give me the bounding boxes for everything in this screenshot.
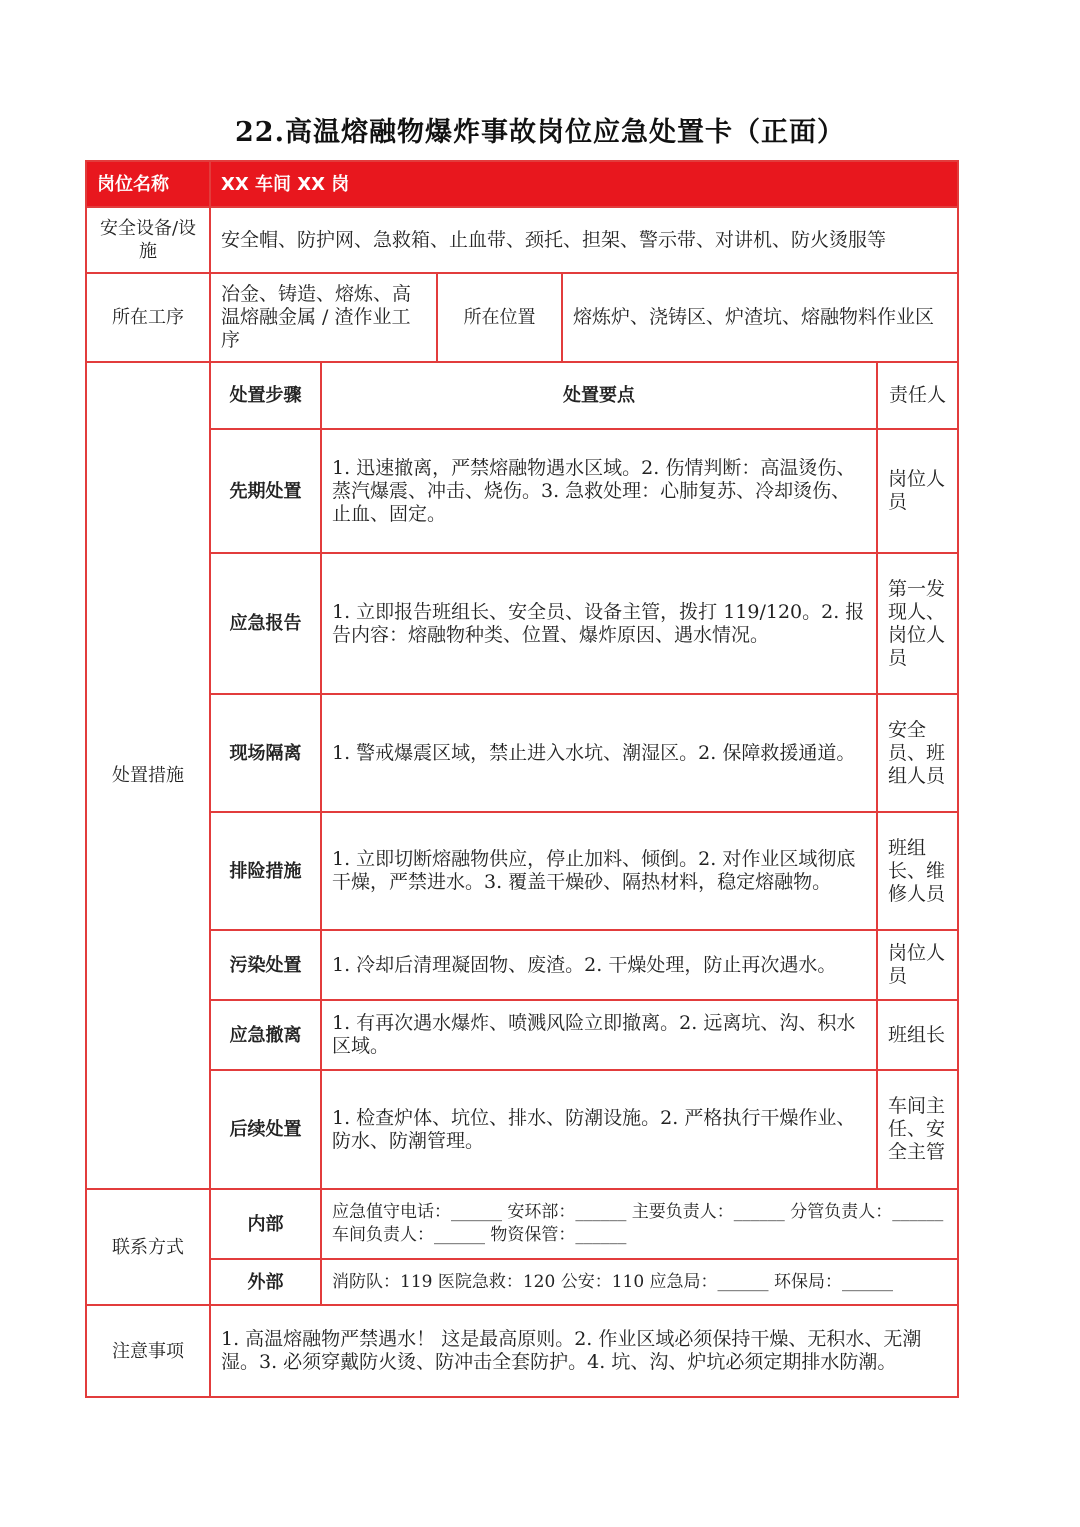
contact-internal-label: 内部 bbox=[210, 1189, 321, 1259]
contact-external-value: 消防队：119 医院急救：120 公安：110 应急局：______ 环保局：______ bbox=[321, 1259, 958, 1305]
measure-person: 岗位人员 bbox=[877, 930, 958, 1000]
location-label: 所在位置 bbox=[437, 273, 562, 362]
measure-row bbox=[86, 553, 958, 694]
process-label: 所在工序 bbox=[86, 273, 210, 362]
measure-step: 应急报告 bbox=[210, 553, 321, 694]
measure-row bbox=[86, 429, 958, 553]
measure-points: 1. 迅速撤离，严禁熔融物遇水区域。2. 伤情判断：高温烫伤、蒸汽爆震、冲击、烧伤。3. 急救处理：心肺复苏、冷却烫伤、止血、固定。 bbox=[321, 429, 877, 553]
contact-external-label: 外部 bbox=[210, 1259, 321, 1305]
emergency-card bbox=[85, 160, 957, 1398]
measure-points: 1. 有再次遇水爆炸、喷溅风险立即撤离。2. 远离坑、沟、积水区域。 bbox=[321, 1000, 877, 1070]
measure-person: 班组长、维修人员 bbox=[877, 812, 958, 930]
column-step: 处置步骤 bbox=[210, 362, 321, 429]
notes-row bbox=[86, 1305, 958, 1397]
process-row bbox=[86, 273, 958, 362]
page-title: 22.高温熔融物爆炸事故岗位应急处置卡（正面） bbox=[235, 117, 845, 148]
measure-points: 1. 立即切断熔融物供应，停止加料、倾倒。2. 对作业区域彻底干燥，严禁进水。3. 覆盖干燥砂、隔热材料，稳定熔融物。 bbox=[321, 812, 877, 930]
emergency-table bbox=[85, 160, 959, 1398]
measure-row bbox=[86, 1000, 958, 1070]
measure-step: 排险措施 bbox=[210, 812, 321, 930]
location-value: 熔炼炉、浇铸区、炉渣坑、熔融物料作业区 bbox=[562, 273, 958, 362]
equipment-label: 安全设备/设施 bbox=[86, 207, 210, 273]
measure-step: 污染处置 bbox=[210, 930, 321, 1000]
equipment-row bbox=[86, 207, 958, 273]
measure-person: 安全员、班组人员 bbox=[877, 694, 958, 812]
equipment-value: 安全帽、防护网、急救箱、止血带、颈托、担架、警示带、对讲机、防火烫服等 bbox=[210, 207, 958, 273]
measure-row bbox=[86, 930, 958, 1000]
measure-person: 岗位人员 bbox=[877, 429, 958, 553]
contact-internal-row bbox=[86, 1189, 958, 1259]
measure-points: 1. 冷却后清理凝固物、废渣。2. 干燥处理，防止再次遇水。 bbox=[321, 930, 877, 1000]
measure-points: 1. 检查炉体、坑位、排水、防潮设施。2. 严格执行干燥作业、防水、防潮管理。 bbox=[321, 1070, 877, 1189]
process-value: 冶金、铸造、熔炼、高温熔融金属 / 渣作业工序 bbox=[210, 273, 437, 362]
measure-points: 1. 警戒爆震区域，禁止进入水坑、潮湿区。2. 保障救援通道。 bbox=[321, 694, 877, 812]
header-row bbox=[86, 161, 958, 207]
measure-points: 1. 立即报告班组长、安全员、设备主管，拨打 119/120。2. 报告内容：熔融物种类、位置、爆炸原因、遇水情况。 bbox=[321, 553, 877, 694]
contact-external-row bbox=[86, 1259, 958, 1305]
measure-person: 班组长 bbox=[877, 1000, 958, 1070]
measure-step: 应急撤离 bbox=[210, 1000, 321, 1070]
notes-value: 1. 高温熔融物严禁遇水！ 这是最高原则。2. 作业区域必须保持干燥、无积水、无潮湿。3. 必须穿戴防火烫、防冲击全套防护。4. 坑、沟、炉坑必须定期排水防潮。 bbox=[210, 1305, 958, 1397]
measure-row bbox=[86, 1070, 958, 1189]
measure-step: 后续处置 bbox=[210, 1070, 321, 1189]
measure-row bbox=[86, 812, 958, 930]
column-points: 处置要点 bbox=[321, 362, 877, 429]
measures-label: 处置措施 bbox=[86, 362, 210, 1189]
post-name-label: 岗位名称 bbox=[86, 161, 210, 207]
contact-internal-value: 应急值守电话：______ 安环部：______ 主要负责人：______ 分管负责人：______ 车间负责人：______ 物资保管：______ bbox=[321, 1189, 958, 1259]
contact-label: 联系方式 bbox=[86, 1189, 210, 1305]
measure-row bbox=[86, 694, 958, 812]
measures-header-row bbox=[86, 362, 958, 429]
notes-label: 注意事项 bbox=[86, 1305, 210, 1397]
measure-person: 第一发现人、岗位人员 bbox=[877, 553, 958, 694]
post-name-value: XX 车间 XX 岗 bbox=[210, 161, 958, 207]
measure-person: 车间主任、安全主管 bbox=[877, 1070, 958, 1189]
measure-step: 现场隔离 bbox=[210, 694, 321, 812]
column-person: 责任人 bbox=[877, 362, 958, 429]
measure-step: 先期处置 bbox=[210, 429, 321, 553]
